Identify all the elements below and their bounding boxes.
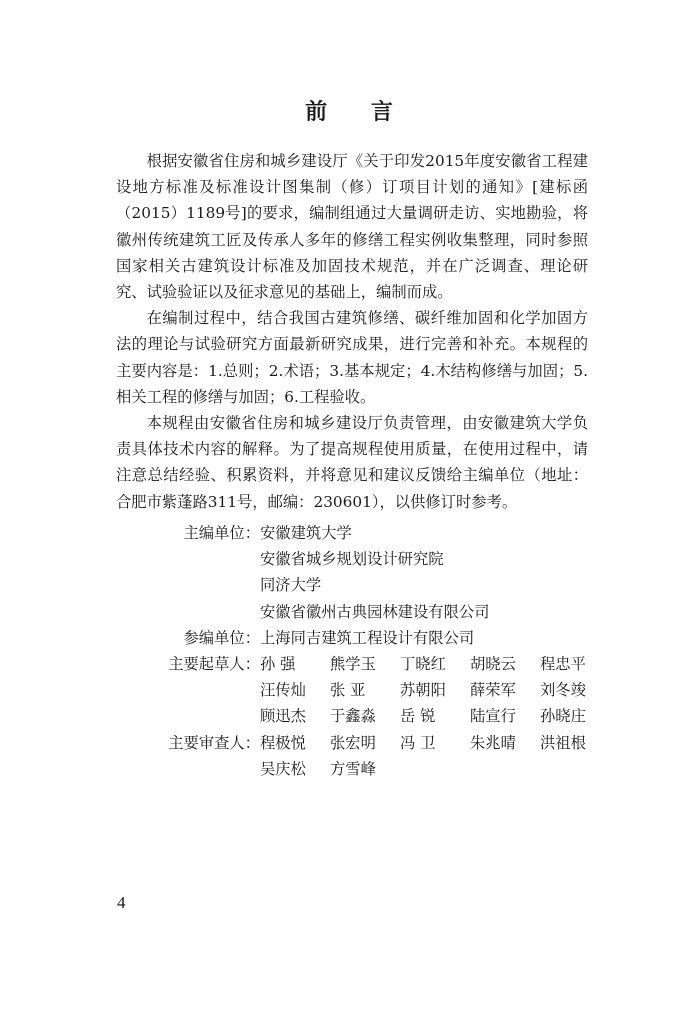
participating-unit-label: 参编单位： [183, 628, 260, 647]
credit-row [116, 730, 596, 756]
person-name: 吴庆松 [260, 759, 306, 778]
person-name: 孙 强 [260, 655, 296, 674]
person-name: 程极悦 [260, 733, 306, 752]
credit-row [116, 703, 596, 729]
page-number: 4 [117, 893, 126, 912]
preface-body [116, 148, 588, 515]
paragraph: 本规程由安徽省住房和城乡建设厅负责管理，由安徽建筑大学负责具体技术内容的解释。为了提高规程使用质量，在使用过程中，请注意总结经验、积累资料，并将意见和建议反馈给主编单位（地址：合肥市紫蓬路311号，邮编：230601），以供修订时参考。 [116, 414, 588, 511]
person-name: 冯 卫 [400, 733, 436, 752]
person-name: 朱兆晴 [470, 733, 516, 752]
drafter-names [260, 677, 610, 703]
credit-row [116, 756, 596, 782]
person-name: 方雪峰 [330, 759, 376, 778]
person-name: 薛荣军 [470, 681, 516, 700]
chief-unit-label: 主编单位： [183, 524, 260, 542]
person-name: 丁晓红 [400, 655, 446, 674]
person-name: 刘冬竣 [540, 681, 586, 700]
person-name: 张宏明 [330, 733, 376, 752]
participating-unit: 上海同吉建筑工程设计有限公司 [260, 628, 475, 647]
page-title: 前 言 [305, 99, 411, 125]
chief-unit: 安徽建筑大学 [260, 524, 352, 542]
drafter-names [260, 651, 610, 677]
person-name: 岳 锐 [400, 707, 436, 726]
chief-unit: 安徽省徽州古典园林建设有限公司 [260, 602, 490, 621]
person-name: 熊学玉 [330, 655, 376, 674]
person-name: 张 亚 [330, 681, 366, 700]
person-name: 于鑫淼 [330, 707, 376, 726]
person-name: 胡晓云 [470, 655, 516, 674]
person-name: 顾迅杰 [260, 707, 306, 726]
credits-block [116, 520, 596, 782]
drafter-names [260, 703, 610, 729]
credit-row [116, 572, 596, 598]
credit-row [116, 520, 596, 546]
credit-row [116, 599, 596, 625]
paragraph: 在编制过程中，结合我国古建筑修缮、碳纤维加固和化学加固方法的理论与试验研究方面最新研究成果，进行完善和补充。本规程的主要内容是：1.总则；2.术语；3.基本规定；4.木结构修缮与加固；5.相关工程的修缮与加固；6.工程验收。 [116, 309, 588, 406]
person-name: 汪传灿 [260, 681, 306, 700]
person-name: 洪祖根 [540, 733, 586, 752]
credit-row [116, 625, 596, 651]
credit-row [116, 546, 596, 572]
credit-row [116, 651, 596, 677]
reviewer-names [260, 756, 400, 782]
chief-unit: 安徽省城乡规划设计研究院 [260, 550, 444, 569]
credit-row [116, 677, 596, 703]
chief-unit: 同济大学 [260, 576, 322, 595]
person-name: 程忠平 [540, 655, 586, 674]
reviewer-names [260, 730, 610, 756]
drafters-label: 主要起草人： [168, 655, 260, 674]
paragraph: 根据安徽省住房和城乡建设厅《关于印发2015年度安徽省工程建设地方标准及标准设计图集制（修）订项目计划的通知》[建标函（2015）1189号]的要求，编制组通过大量调研走访、实地勘验，将徽州传统建筑工匠及传承人多年的修缮工程实例收集整理，同时参照国家相关古建筑设计标准及加固技术规范，并在广泛调查、理论研究、试验验证以及征求意见的基础上，编制而成。 [116, 152, 588, 302]
person-name: 苏朝阳 [400, 681, 446, 700]
person-name: 孙晓庄 [540, 707, 586, 726]
reviewers-label: 主要审查人： [168, 733, 260, 752]
person-name: 陆宣行 [470, 707, 516, 726]
